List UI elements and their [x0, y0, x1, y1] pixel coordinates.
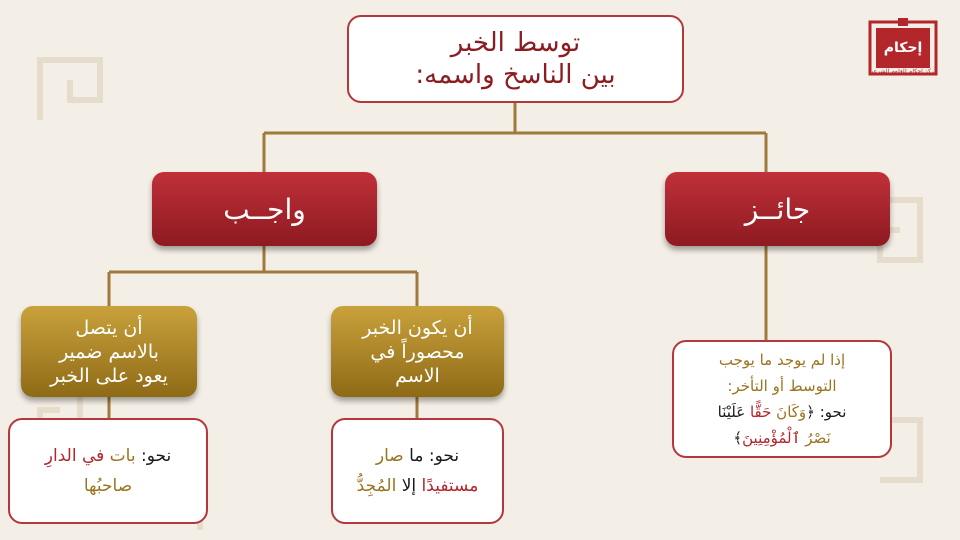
example-ittisal-w2: في الدارِ	[44, 446, 105, 466]
example-jaiz-suffix: ﴾	[733, 429, 743, 447]
logo-name: إحكام	[883, 40, 923, 56]
example-jaiz-line1: إذا لم يوجد ما يوجب	[718, 351, 846, 369]
example-jaiz-w4: نَصْرُ	[805, 429, 831, 447]
example-jaiz-w3: عَلَيْنَا	[717, 403, 746, 421]
example-jaiz-w2: حَقًّا	[749, 403, 772, 421]
condition-ittisal-line3: يعود على الخبر	[50, 364, 168, 387]
condition-ittisal-line2: بالاسم ضمير	[59, 340, 159, 363]
title-box	[347, 15, 684, 103]
example-ittisal-prefix: نحو:	[135, 446, 172, 466]
example-hasr-w5: المُجِدُّ	[356, 476, 397, 496]
condition-hasr-line3: الاسم	[395, 364, 440, 387]
example-hasr-w4: إلا	[401, 476, 417, 496]
condition-ittisal	[21, 306, 197, 397]
example-ittisal-w1: بات	[109, 446, 136, 466]
example-hasr-w1: ما	[409, 446, 424, 466]
condition-hasr-line1: أن يكون الخبر	[362, 316, 473, 339]
branch-jaiz-label: جائــز	[744, 192, 811, 226]
condition-hasr	[331, 306, 504, 397]
branch-jaiz	[665, 172, 890, 246]
example-hasr	[331, 418, 504, 524]
example-jaiz-prefix: نحو: ﴿	[806, 403, 847, 421]
branch-wajib-label: واجــب	[223, 192, 306, 226]
branch-wajib	[152, 172, 377, 246]
condition-hasr-line2: محصوراً في	[370, 340, 465, 363]
title-line2: بين الناسخ واسمه:	[415, 60, 616, 90]
title-line1: توسط الخبر	[450, 28, 581, 58]
example-hasr-w2: صار	[375, 446, 404, 466]
logo-tagline: مركز إحكام للعلوم الشرعية	[868, 68, 938, 75]
example-ittisal-w3: صاحبُها	[83, 476, 133, 496]
example-hasr-w3: مستفيدًا	[421, 476, 479, 496]
example-hasr-prefix: نحو:	[423, 446, 460, 466]
example-jaiz-line2: التوسط أو التأخر:	[727, 377, 837, 395]
example-ittisal	[8, 418, 208, 524]
example-jaiz-w1: وَكَانَ	[776, 403, 807, 421]
example-jaiz	[672, 340, 892, 458]
condition-ittisal-line1: أن يتصل	[75, 316, 143, 339]
example-jaiz-w5: ٱلْمُؤْمِنِينَ	[742, 429, 801, 447]
